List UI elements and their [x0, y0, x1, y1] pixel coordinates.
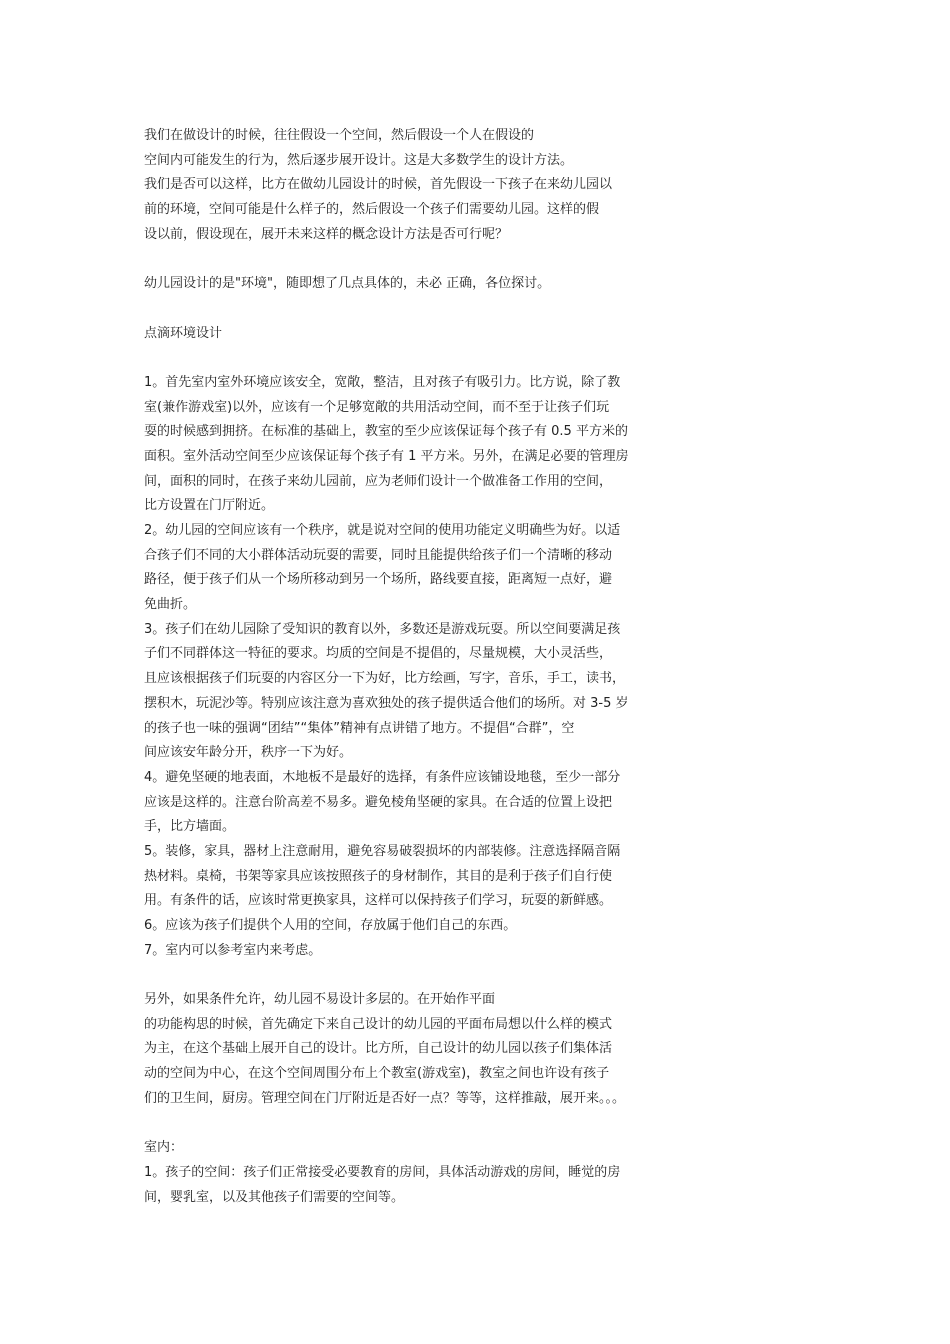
list-item-line: 6。应该为孩子们提供个人用的空间，存放属于他们自己的东西。	[144, 918, 517, 933]
list-item-line: 路径，便于孩子们从一个场所移动到另一个场所，路线要直接，距离短一点好，避	[144, 572, 613, 588]
list-item-line: 间应该安年龄分开，秩序一下为好。	[144, 745, 353, 761]
list-item-line: 合孩子们不同的大小群体活动玩耍的需要，同时且能提供给孩子们一个清晰的移动	[144, 547, 613, 563]
list-item-line: 应该是这样的。注意台阶高差不易多。避免棱角坚硬的家具。在合适的位置上设把	[144, 794, 613, 810]
text-line: 前的环境，空间可能是什么样子的，然后假设一个孩子们需要幼儿园。这样的假	[144, 202, 600, 218]
list-item-line: 1。首先室内室外环境应该安全，宽敞，整洁，且对孩子有吸引力。比方说，除了教	[144, 374, 621, 390]
list-item-line: 用。有条件的话，应该时常更换家具，这样可以保持孩子们学习，玩耍的新鲜感。	[144, 893, 613, 909]
additional-paragraph	[144, 988, 704, 1111]
text-line: 我们在做设计的时候，往往假设一个空间，然后假设一个人在假设的	[144, 128, 535, 143]
list-item-line: 5。装修，家具，器材上注意耐用，避免容易破裂损坏的内部装修。注意选择隔音隔	[144, 843, 621, 859]
list-item-line: 间，面积的同时，在孩子来幼儿园前，应为老师们设计一个做准备工作用的空间，	[144, 473, 613, 489]
indoor-section	[144, 1136, 704, 1210]
list-item-line: 7。室内可以参考室内来考虑。	[144, 942, 322, 958]
list-item-line: 子们不同群体这一特征的要求。均质的空间是不提倡的，尽量规模，大小灵活些，	[144, 646, 613, 662]
text-line: 们的卫生间，厨房。管理空间在门厅附近是否好一点？等等，这样推敲，展开来。。。	[144, 1090, 626, 1106]
paragraph-spacer	[144, 247, 704, 272]
topic-line: 幼儿园设计的是"环境"，随即想了几点具体的，未必 正确，各位探讨。	[144, 276, 551, 292]
text-line: 动的空间为中心，在这个空间周围分布上个教室(游戏室)，教室之间也许设有孩子	[144, 1066, 610, 1082]
text-line: 另外，如果条件允许，幼儿园不易设计多层的。在开始作平面	[144, 992, 496, 1008]
list-item-line: 摆积木，玩泥沙等。特别应该注意为喜欢独处的孩子提供适合他们的场所。对 3-5 岁	[144, 695, 629, 711]
section-title: 点滴环境设计	[144, 325, 223, 341]
list-item-line: 4。避免坚硬的地表面，木地板不是最好的选择，有条件应该铺设地毯，至少一部分	[144, 769, 621, 785]
text-line: 我们是否可以这样，比方在做幼儿园设计的时候，首先假设一下孩子在来幼儿园以	[144, 177, 613, 193]
intro-paragraph	[144, 124, 704, 247]
list-item-line: 的孩子也一味的强调“团结”“集体”精神有点讲错了地方。不提倡“合群”，空	[144, 720, 575, 736]
list-item-line: 热材料。桌椅，书架等家具应该按照孩子的身材制作，其目的是利于孩子们自行使	[144, 868, 613, 884]
list-item-line: 3。孩子们在幼儿园除了受知识的教育以外，多数还是游戏玩耍。所以空间要满足孩	[144, 621, 621, 637]
list-item-line: 且应该根据孩子们玩耍的内容区分一下为好，比方绘画，写字，音乐，手工，读书，	[144, 671, 626, 687]
text-line: 空间内可能发生的行为，然后逐步展开设计。这是大多数学生的设计方法。	[144, 152, 574, 168]
paragraph-spacer	[144, 963, 704, 988]
paragraph-spacer	[144, 346, 704, 371]
indoor-heading: 室内：	[144, 1140, 184, 1156]
list-item-line: 间，婴乳室，以及其他孩子们需要的空间等。	[144, 1189, 405, 1205]
paragraph-spacer	[144, 297, 704, 322]
list-item-line: 1。孩子的空间：孩子们正常接受必要教育的房间，具体活动游戏的房间，睡觉的房	[144, 1164, 621, 1180]
text-line: 设以前，假设现在，展开未来这样的概念设计方法是否可行呢？	[144, 226, 509, 242]
list-item-line: 面积。室外活动空间至少应该保证每个孩子有 1 平方米。另外，在满足必要的管理房	[144, 448, 629, 464]
list-item-line: 免曲折。	[144, 597, 197, 613]
list-item-line: 手，比方墙面。	[144, 819, 236, 835]
list-item-line: 2。幼儿园的空间应该有一个秩序，就是说对空间的使用功能定义明确些为好。以适	[144, 523, 621, 538]
list-item-line: 比方设置在门厅附近。	[144, 498, 275, 514]
document-body	[144, 124, 704, 1210]
list-item-line: 耍的时候感到拥挤。在标准的基础上，教室的至少应该保证每个孩子有 0.5 平方米的	[144, 424, 628, 440]
list-item-line: 室(兼作游戏室)以外，应该有一个足够宽敞的共用活动空间，而不至于让孩子们玩	[144, 399, 610, 415]
text-line: 为主，在这个基础上展开自己的设计。比方所，自己设计的幼儿园以孩子们集体活	[144, 1041, 613, 1057]
paragraph-spacer	[144, 1112, 704, 1137]
points-list	[144, 371, 704, 964]
text-line: 的功能构思的时候，首先确定下来自己设计的幼儿园的平面布局想以什么样的模式	[144, 1016, 613, 1032]
